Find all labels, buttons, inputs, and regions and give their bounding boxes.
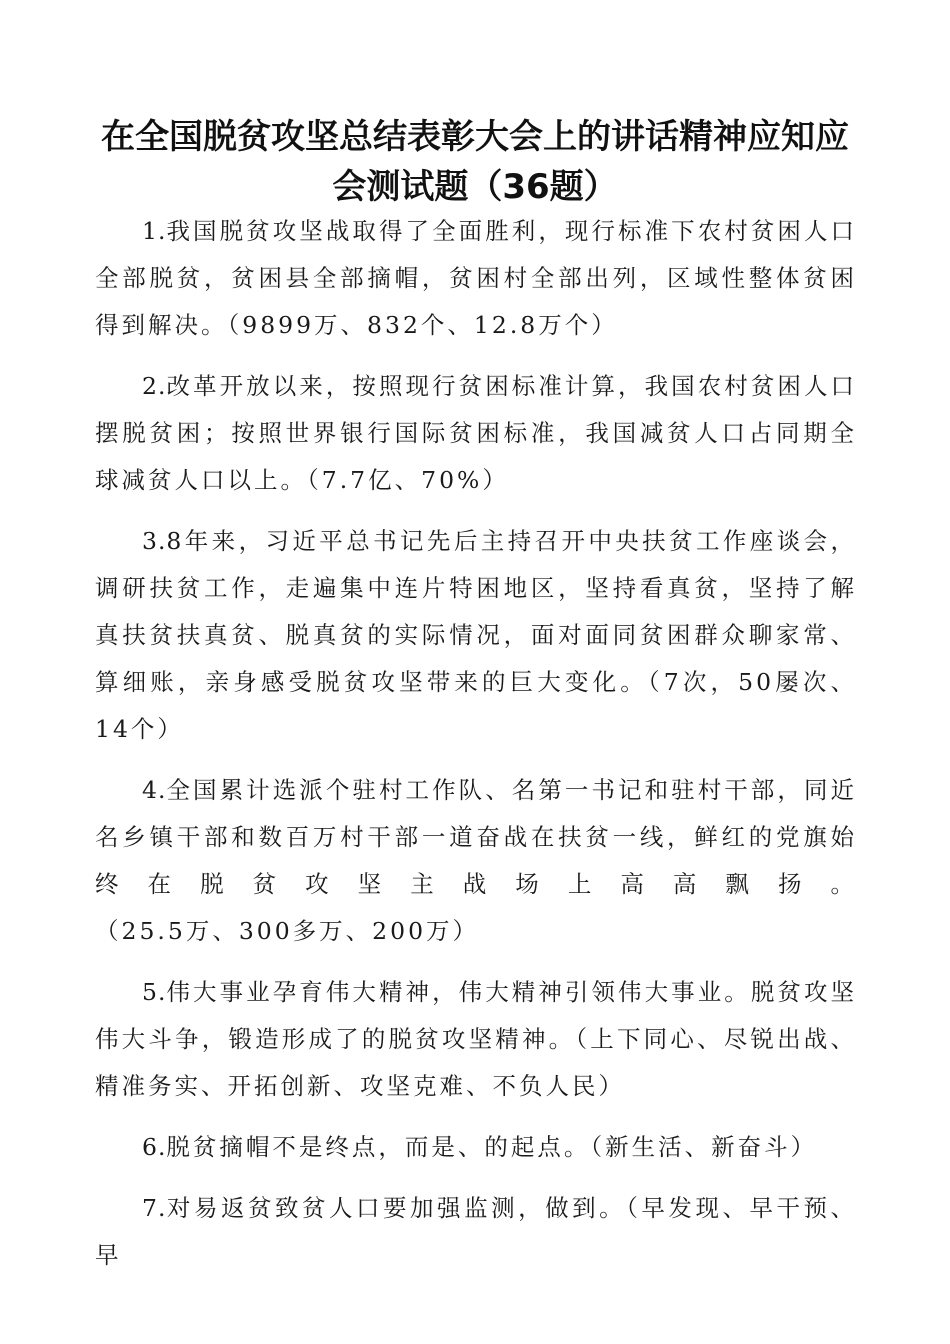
document-title: 在全国脱贫攻坚总结表彰大会上的讲话精神应知应会测试题（36题） [101,117,849,207]
question-number: 1. [142,217,167,245]
question-item [95,208,857,349]
question-number: 7. [142,1194,167,1222]
question-number: 4. [142,776,167,804]
question-answer: （9899万、832个、12.8万个） [227,311,618,339]
question-number: 5. [142,978,167,1006]
question-text: 对易返贫致贫人口要加强监测，做到。 [166,1194,627,1222]
question-answer: （新生活、新奋斗） [590,1133,818,1161]
question-text: 脱贫摘帽不是终点，而是、的起点。 [166,1133,591,1161]
question-item [95,767,857,955]
question-number: 3. [142,527,167,555]
question-answer: （早发现、早干预、早 [95,1194,858,1269]
question-text: 全国累计选派个驻村工作队、名第一书记和驻村干部，同近名乡镇干部和数百万村干部一道奋战在扶贫一线，鲜红的党旗始终在脱贫攻坚主战场上高高飘扬。 [95,776,857,898]
question-item [95,969,857,1110]
question-list [95,208,857,1293]
question-answer: （7次，50屡次、14个） [95,668,858,743]
question-item [95,363,857,504]
question-item [95,1185,857,1279]
question-answer: （7.7亿、70%） [307,466,509,494]
question-text: 我国脱贫攻坚战取得了全面胜利，现行标准下农村贫困人口全部脱贫，贫困县全部摘帽，贫困村全部出列，区域性整体贫困得到解决。 [95,217,857,339]
question-answer: （25.5万、300多万、200万） [95,917,480,945]
question-number: 2. [142,372,167,400]
question-item [95,518,857,753]
question-item [95,1124,857,1171]
question-text: 伟大事业孕育伟大精神，伟大精神引领伟大事业。脱贫攻坚伟大斗争，锻造形成了的脱贫攻坚精神。 [95,978,857,1053]
question-text: 改革开放以来，按照现行贫困标准计算，我国农村贫困人口摆脱贫困；按照世界银行国际贫困标准，我国减贫人口占同期全球减贫人口以上。 [95,372,857,494]
question-text: 8年来，习近平总书记先后主持召开中央扶贫工作座谈会，调研扶贫工作，走遍集中连片特困地区，坚持看真贫，坚持了解真扶贫扶真贫、脱真贫的实际情况，面对面同贫困群众聊家常、算细账，亲身感受脱贫攻坚带来的巨大变化。 [95,527,857,696]
question-number: 6. [142,1133,167,1161]
question-answer: （上下同心、尽锐出战、精准务实、开拓创新、攻坚克难、不负人民） [95,1025,857,1100]
